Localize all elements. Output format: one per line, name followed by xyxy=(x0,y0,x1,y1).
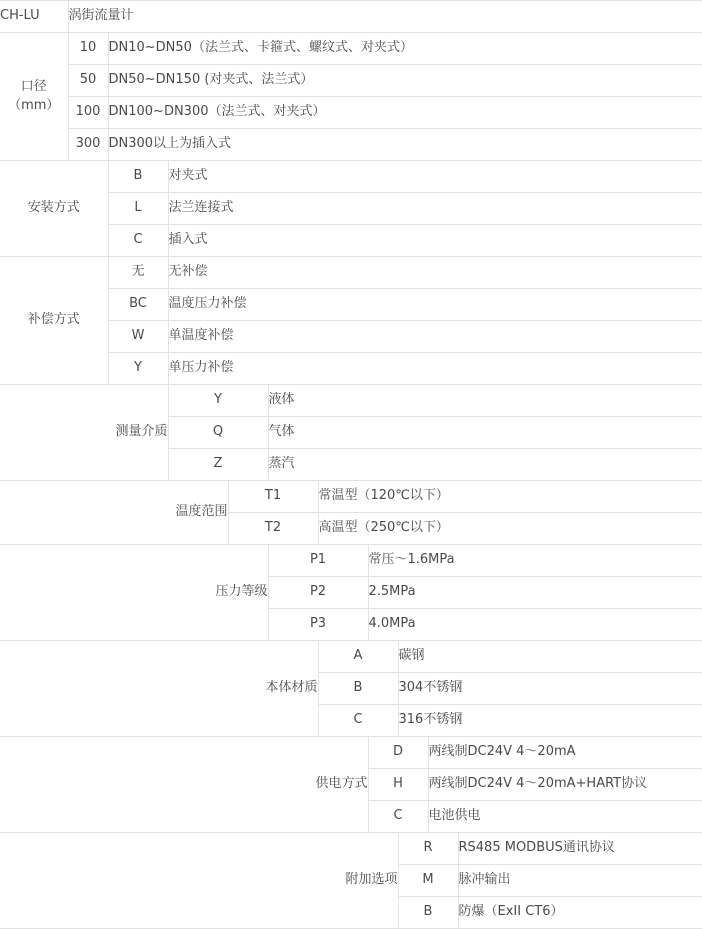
group-label-extra-options: 附加选项 xyxy=(0,833,398,929)
option-desc: 液体 xyxy=(268,385,702,417)
option-desc: 碳钢 xyxy=(398,641,702,673)
group-label-line2: （mm） xyxy=(8,97,60,113)
option-code: Z xyxy=(168,449,268,481)
group-label-medium: 测量介质 xyxy=(0,385,168,481)
option-code: Y xyxy=(108,353,168,385)
option-code: P3 xyxy=(268,609,368,641)
option-desc: 单压力补偿 xyxy=(168,353,702,385)
option-code: Y xyxy=(168,385,268,417)
option-code: T1 xyxy=(228,481,318,513)
option-desc: 对夹式 xyxy=(168,161,702,193)
option-desc: 无补偿 xyxy=(168,257,702,289)
group-label-temperature: 温度范围 xyxy=(0,481,228,545)
option-desc: 常温型（120℃以下） xyxy=(318,481,702,513)
option-code: R xyxy=(398,833,458,865)
table-row xyxy=(0,161,702,193)
table-row xyxy=(0,833,702,865)
option-code: 10 xyxy=(68,33,108,65)
option-code: M xyxy=(398,865,458,897)
model-name: 涡街流量计 xyxy=(68,1,702,33)
option-desc: 气体 xyxy=(268,417,702,449)
option-desc: DN10~DN50（法兰式、卡箍式、螺纹式、对夹式） xyxy=(108,33,702,65)
option-desc: 高温型（250℃以下） xyxy=(318,513,702,545)
option-desc: 插入式 xyxy=(168,225,702,257)
option-code: 无 xyxy=(108,257,168,289)
option-code: D xyxy=(368,737,428,769)
option-desc: 蒸汽 xyxy=(268,449,702,481)
option-code: B xyxy=(108,161,168,193)
group-label-compensation: 补偿方式 xyxy=(0,257,108,385)
option-desc: 防爆（ExII CT6） xyxy=(458,897,702,929)
table-row xyxy=(0,257,702,289)
option-code: P2 xyxy=(268,577,368,609)
option-code: Q xyxy=(168,417,268,449)
option-desc: 316不锈钢 xyxy=(398,705,702,737)
option-desc: 4.0MPa xyxy=(368,609,702,641)
option-desc: 两线制DC24V 4～20mA+HART协议 xyxy=(428,769,702,801)
group-label-line1: 口径 xyxy=(20,79,47,95)
option-desc: DN300以上为插入式 xyxy=(108,129,702,161)
table-row xyxy=(0,97,702,129)
table-row xyxy=(0,737,702,769)
table-row xyxy=(0,481,702,513)
option-desc: 单温度补偿 xyxy=(168,321,702,353)
option-code: T2 xyxy=(228,513,318,545)
option-desc: 304不锈钢 xyxy=(398,673,702,705)
option-code: C xyxy=(108,225,168,257)
option-code: BC xyxy=(108,289,168,321)
group-label-install: 安装方式 xyxy=(0,161,108,257)
option-desc: 脉冲输出 xyxy=(458,865,702,897)
option-code: 100 xyxy=(68,97,108,129)
group-label-power-supply: 供电方式 xyxy=(0,737,368,833)
option-code: C xyxy=(318,705,398,737)
option-desc: 常压～1.6MPa xyxy=(368,545,702,577)
option-desc: 法兰连接式 xyxy=(168,193,702,225)
option-code: C xyxy=(368,801,428,833)
option-desc: RS485 MODBUS通讯协议 xyxy=(458,833,702,865)
table-row xyxy=(0,33,702,65)
group-label-body-material: 本体材质 xyxy=(0,641,318,737)
table-row xyxy=(0,129,702,161)
option-desc: 温度压力补偿 xyxy=(168,289,702,321)
option-code: 50 xyxy=(68,65,108,97)
table-row xyxy=(0,545,702,577)
table-row-model-header xyxy=(0,1,702,33)
table-row xyxy=(0,65,702,97)
option-code: P1 xyxy=(268,545,368,577)
option-code: L xyxy=(108,193,168,225)
table-row xyxy=(0,641,702,673)
option-desc: DN100~DN300（法兰式、对夹式） xyxy=(108,97,702,129)
option-code: 300 xyxy=(68,129,108,161)
option-desc: 电池供电 xyxy=(428,801,702,833)
group-label-pressure: 压力等级 xyxy=(0,545,268,641)
option-code: A xyxy=(318,641,398,673)
table-row xyxy=(0,385,702,417)
option-code: H xyxy=(368,769,428,801)
model-code: CH-LU xyxy=(0,1,68,33)
option-code: W xyxy=(108,321,168,353)
option-desc: 两线制DC24V 4～20mA xyxy=(428,737,702,769)
option-desc: DN50~DN150 (对夹式、法兰式） xyxy=(108,65,702,97)
option-code: B xyxy=(318,673,398,705)
option-code: B xyxy=(398,897,458,929)
option-desc: 2.5MPa xyxy=(368,577,702,609)
group-label-caliber xyxy=(0,33,68,161)
